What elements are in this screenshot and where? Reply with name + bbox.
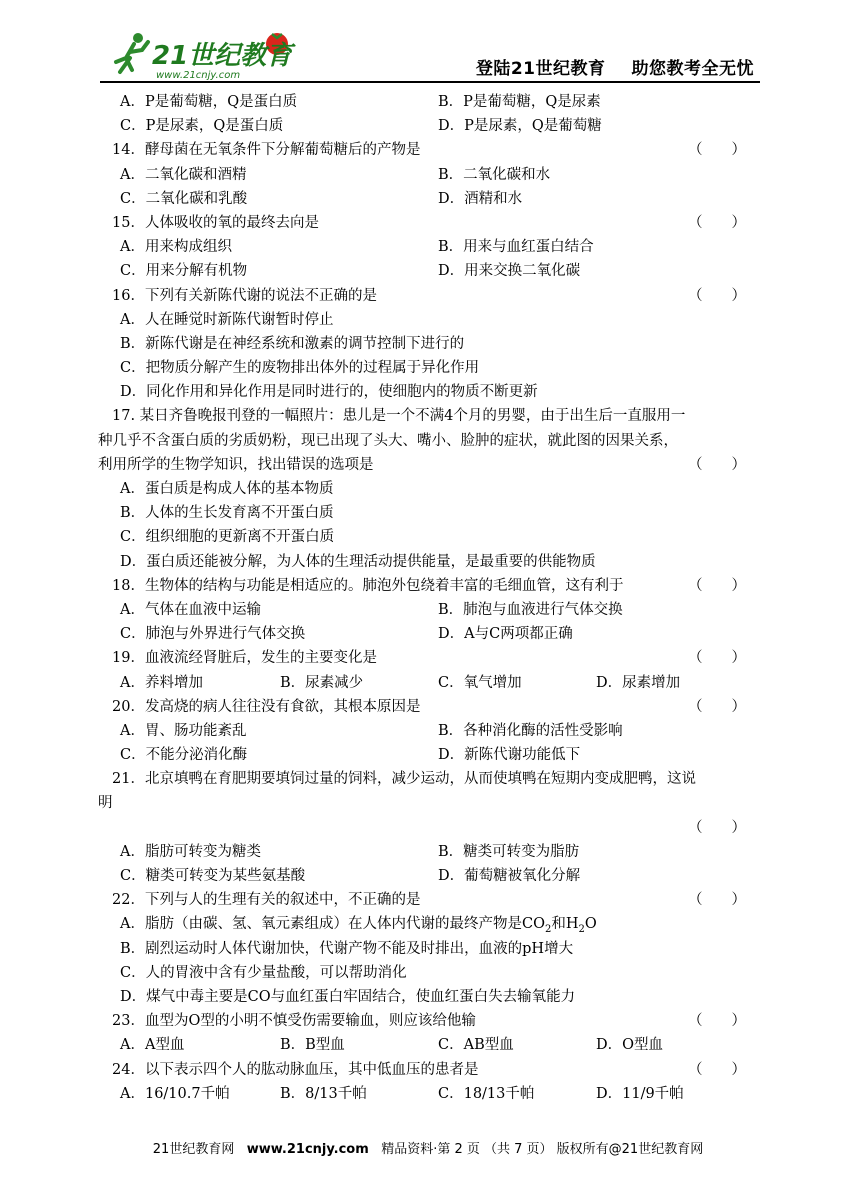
option-a-text: 和H [551,916,579,933]
question-stem: 22．下列与人的生理有关的叙述中，不正确的是 [112,892,421,909]
question-stem: 23．血型为O型的小明不慎受伤需要输血，则应该给他输 [112,1013,476,1030]
option-b: B．B型血 [280,1037,345,1054]
question-14 [98,138,758,162]
option-a-text: A．脂肪（由碳、氢、氧元素组成）在人体内代谢的最终产物是CO [120,916,545,933]
answer-bracket: （ ） [688,1013,746,1030]
page-footer [98,1138,758,1157]
option-row [98,864,758,888]
footer-page-info: 精品资料·第 2 页 （共 7 页） 版权所有@21世纪教育网 [381,1142,704,1157]
option-b: B．用来与血红蛋白结合 [438,239,594,256]
answer-bracket: （ ） [688,892,746,909]
option-a: A．脂肪可转变为糖类 [120,843,261,860]
answer-bracket: （ ） [688,456,746,473]
answer-bracket: （ ） [688,1061,746,1078]
option-b: B．新陈代谢是在神经系统和激素的调节控制下进行的 [120,335,465,352]
logo-url: www.21cnjy.com [156,70,241,80]
option-c: C．糖类可转变为某些氨基酸 [120,868,306,884]
option-c: C．二氧化碳和乳酸 [120,190,248,207]
option-c: C．AB型血 [438,1037,514,1054]
question-stem: 利用所学的生物学知识，找出错误的选项是 [98,456,374,473]
option-c: C．用来分解有机物 [120,263,248,280]
option-d: D．酒精和水 [438,190,523,207]
answer-bracket-line [98,816,758,840]
option-row [98,163,758,187]
option-a: A．A型血 [120,1037,185,1054]
slogan-right: 助您教考全无忧 [631,59,754,79]
option-d: D．尿素增加 [596,674,681,691]
option-d: D．A与C两项都正确 [438,626,573,643]
option-c: C．人的胃液中含有少量盐酸，可以帮助消化 [120,964,407,981]
running-figure-icon [116,33,148,72]
question-17-line1: 17. 某日齐鲁晚报刊登的一幅照片：患儿是一个不满4个月的男婴，由于出生后一直服用一 [112,408,686,425]
question-stem: 19．血液流经肾脏后，发生的主要变化是 [112,650,377,667]
question-19 [98,646,758,670]
logo [112,28,302,80]
option-b: B．剧烈运动时人体代谢加快，代谢产物不能及时排出，血液的pH增大 [120,940,574,957]
option-row [98,114,758,138]
question-21-line2 [98,791,758,815]
option-c: C．组织细胞的更新离不开蛋白质 [120,529,335,546]
answer-bracket: （ ） [688,214,746,231]
option-d: D．P是尿素，Q是葡萄糖 [438,118,602,135]
option-d: D．蛋白质还能被分解，为人体的生理活动提供能量，是最重要的供能物质 [120,553,596,570]
question-stem: 24．以下表示四个人的肱动脉血压，其中低血压的患者是 [112,1061,479,1078]
question-stem: 14．酵母菌在无氧条件下分解葡萄糖后的产物是 [112,142,421,159]
option-a: A．胃、肠功能紊乱 [120,722,247,739]
option-row [98,259,758,283]
header-rule [100,81,760,83]
option-row [98,90,758,114]
option-a [98,912,758,936]
answer-bracket: （ ） [688,819,746,836]
question-16 [98,284,758,308]
slogan-left: 登陆21世纪教育 [475,59,606,79]
option-row [98,719,758,743]
question-23 [98,1009,758,1033]
header-slogan [476,54,754,79]
option-row [98,598,758,622]
option-a: A．二氧化碳和酒精 [120,166,247,183]
option-b: B．人体的生长发育离不开蛋白质 [120,505,334,522]
option-a: A．人在睡觉时新陈代谢暂时停止 [120,311,334,328]
option-c: C．把物质分解产生的废物排出体外的过程属于异化作用 [120,360,480,377]
footer-url: www.21cnjy.com [246,1142,369,1157]
question-stem: 18．生物体的结构与功能是相适应的。肺泡外包绕着丰富的毛细血管，这有利于 [112,577,624,594]
question-stem: 16．下列有关新陈代谢的说法不正确的是 [112,287,377,304]
option-row [98,1082,758,1106]
question-stem: 20．发高烧的病人往往没有食欲，其根本原因是 [112,698,421,715]
answer-bracket: （ ） [688,142,746,159]
option-b: B．糖类可转变为脂肪 [438,843,580,860]
option-row [98,187,758,211]
option-row [98,235,758,259]
option-a-text: O [584,916,597,933]
answer-bracket: （ ） [688,577,746,594]
answer-bracket: （ ） [688,650,746,667]
answer-bracket: （ ） [688,698,746,715]
option-b: B．尿素减少 [280,674,364,691]
option-d: D．O型血 [596,1037,664,1054]
option-row [98,671,758,695]
option-c: C．P是尿素，Q是蛋白质 [120,118,284,135]
logo-text: 21世纪教育 [152,41,293,71]
option-d: D．11/9千帕 [596,1085,684,1102]
option-a: A．气体在血液中运输 [120,601,261,618]
question-20 [98,695,758,719]
page-header [100,22,760,82]
option-d: D．新陈代谢功能低下 [438,747,581,764]
question-17-line2: 种几乎不含蛋白质的劣质奶粉，现已出现了头大、嘴小、脸肿的症状，就此图的因果关系， [98,432,678,449]
question-list [98,90,758,1106]
option-row [98,622,758,646]
option-c: C．18/13千帕 [438,1085,535,1102]
question-21-line1: 21．北京填鸭在育肥期要填饲过量的饲料，减少运动，从而使填鸭在短期内变成肥鸭，这说 [112,771,696,788]
footer-site-name: 21世纪教育网 [152,1142,235,1157]
option-row [98,1033,758,1057]
question-17-line3 [98,453,758,477]
question-15 [98,211,758,235]
question-18 [98,574,758,598]
option-d: D．煤气中毒主要是CO与血红蛋白牢固结合，使血红蛋白失去输氧能力 [120,988,576,1005]
option-a: A．养料增加 [120,674,203,691]
option-row [98,840,758,864]
option-b: B．P是葡萄糖，Q是尿素 [438,94,601,110]
answer-bracket: （ ） [688,287,746,304]
option-a: A．用来构成组织 [120,239,232,256]
option-d: D．葡萄糖被氧化分解 [438,868,581,884]
option-b: B．各种消化酶的活性受影响 [438,722,623,739]
option-c: C．氧气增加 [438,674,522,691]
option-c: C．不能分泌消化酶 [120,747,248,764]
subscript: 2 [578,924,585,936]
option-d: D．用来交换二氧化碳 [438,263,581,280]
option-b: B．二氧化碳和水 [438,166,551,183]
option-a: A．16/10.7千帕 [120,1085,230,1102]
subscript: 2 [544,924,552,936]
option-a: A．蛋白质是构成人体的基本物质 [120,481,334,497]
question-24 [98,1058,758,1082]
option-row [98,743,758,767]
option-c: C．肺泡与外界进行气体交换 [120,626,306,643]
option-d: D．同化作用和异化作用是同时进行的，使细胞内的物质不断更新 [120,384,538,401]
option-b: B．肺泡与血液进行气体交换 [438,601,623,618]
option-b: B．8/13千帕 [280,1085,367,1102]
question-stem: 15．人体吸收的氧的最终去向是 [112,214,319,231]
question-22 [98,888,758,912]
option-a: A．P是葡萄糖，Q是蛋白质 [120,94,298,110]
question-stem: 明 [98,795,113,812]
